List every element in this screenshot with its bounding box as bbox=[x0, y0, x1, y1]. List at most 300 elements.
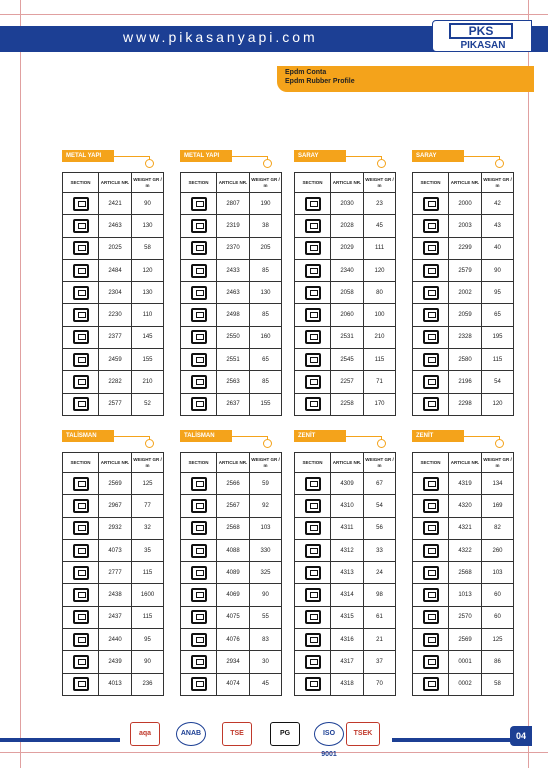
header-section: SECTION bbox=[413, 453, 449, 473]
panel-title: TALİSMAN bbox=[180, 430, 232, 442]
profile-section-icon bbox=[423, 308, 439, 322]
weight-value: 330 bbox=[250, 539, 282, 561]
table-row bbox=[181, 215, 282, 237]
weight-value: 90 bbox=[250, 584, 282, 606]
weight-value: 54 bbox=[482, 371, 514, 393]
section-drawing bbox=[413, 651, 449, 673]
profile-section-icon bbox=[73, 264, 89, 278]
section-drawing bbox=[181, 473, 217, 495]
table-row bbox=[295, 215, 396, 237]
section-drawing bbox=[295, 215, 331, 237]
profile-section-icon bbox=[73, 499, 89, 513]
table-row bbox=[295, 304, 396, 326]
article-number: 2545 bbox=[331, 349, 364, 371]
table-row bbox=[63, 237, 164, 259]
profile-section-icon bbox=[73, 633, 89, 647]
weight-value: 86 bbox=[482, 651, 514, 673]
section-drawing bbox=[295, 259, 331, 281]
article-number: 2000 bbox=[449, 193, 482, 215]
certification-logo: TSEK bbox=[346, 722, 380, 746]
table-row bbox=[181, 259, 282, 281]
section-drawing bbox=[413, 326, 449, 348]
weight-value: 52 bbox=[132, 393, 164, 415]
profile-section-icon bbox=[305, 477, 321, 491]
table-row bbox=[413, 539, 514, 561]
article-number: 2484 bbox=[99, 259, 132, 281]
article-number: 2807 bbox=[217, 193, 250, 215]
section-drawing bbox=[63, 215, 99, 237]
table-row bbox=[181, 473, 282, 495]
header-section: SECTION bbox=[63, 173, 99, 193]
table-row bbox=[413, 215, 514, 237]
table-row bbox=[63, 326, 164, 348]
section-drawing bbox=[413, 606, 449, 628]
profile-table bbox=[180, 172, 282, 416]
header-weight: WEIGHT GR / m bbox=[482, 173, 514, 193]
table-row bbox=[413, 349, 514, 371]
article-number: 2030 bbox=[331, 193, 364, 215]
certification-logo: TSE bbox=[222, 722, 252, 746]
weight-value: 58 bbox=[132, 237, 164, 259]
weight-value: 325 bbox=[250, 562, 282, 584]
profile-section-icon bbox=[73, 241, 89, 255]
section-drawing bbox=[181, 326, 217, 348]
subtitle-line-2: Epdm Rubber Profile bbox=[285, 78, 355, 85]
weight-value: 70 bbox=[364, 673, 396, 695]
profile-table bbox=[180, 452, 282, 696]
header-weight: WEIGHT GR / m bbox=[250, 173, 282, 193]
article-number: 4318 bbox=[331, 673, 364, 695]
panel-dot-icon bbox=[145, 439, 154, 448]
section-drawing bbox=[413, 629, 449, 651]
table-row bbox=[295, 495, 396, 517]
table-row bbox=[63, 629, 164, 651]
article-number: 4073 bbox=[99, 539, 132, 561]
profile-section-icon bbox=[423, 477, 439, 491]
section-drawing bbox=[413, 237, 449, 259]
logo-mark-icon: PKS bbox=[449, 23, 513, 39]
article-number: 4076 bbox=[217, 629, 250, 651]
section-drawing bbox=[63, 584, 99, 606]
profile-section-icon bbox=[73, 544, 89, 558]
profile-section-icon bbox=[191, 521, 207, 535]
table-row bbox=[181, 606, 282, 628]
profile-section-icon bbox=[73, 521, 89, 535]
table-row bbox=[63, 606, 164, 628]
weight-value: 125 bbox=[482, 629, 514, 651]
article-number: 2059 bbox=[449, 304, 482, 326]
article-number: 2463 bbox=[217, 282, 250, 304]
section-drawing bbox=[181, 371, 217, 393]
table-row bbox=[181, 304, 282, 326]
profile-section-icon bbox=[305, 375, 321, 389]
section-drawing bbox=[181, 259, 217, 281]
section-drawing bbox=[63, 517, 99, 539]
header-article: ARTICLE NR. bbox=[217, 173, 250, 193]
header-article: ARTICLE NR. bbox=[449, 173, 482, 193]
panel-title: METAL YAPI bbox=[180, 150, 232, 162]
weight-value: 100 bbox=[364, 304, 396, 326]
profile-section-icon bbox=[305, 677, 321, 691]
weight-value: 59 bbox=[250, 473, 282, 495]
logo-text: PIKASAN bbox=[460, 40, 506, 51]
profile-section-icon bbox=[191, 375, 207, 389]
section-drawing bbox=[295, 651, 331, 673]
article-number: 4315 bbox=[331, 606, 364, 628]
weight-value: 85 bbox=[250, 371, 282, 393]
weight-value: 65 bbox=[250, 349, 282, 371]
table-row bbox=[413, 304, 514, 326]
table-row bbox=[295, 259, 396, 281]
table-row bbox=[295, 606, 396, 628]
section-drawing bbox=[413, 517, 449, 539]
profile-section-icon bbox=[191, 610, 207, 624]
table-row bbox=[295, 282, 396, 304]
weight-value: 90 bbox=[132, 651, 164, 673]
profile-section-icon bbox=[191, 330, 207, 344]
table-row bbox=[295, 326, 396, 348]
table-row bbox=[63, 304, 164, 326]
section-drawing bbox=[295, 304, 331, 326]
panel-dot-icon bbox=[495, 159, 504, 168]
section-drawing bbox=[181, 215, 217, 237]
article-number: 2568 bbox=[217, 517, 250, 539]
article-number: 2304 bbox=[99, 282, 132, 304]
section-drawing bbox=[295, 326, 331, 348]
profile-section-icon bbox=[423, 264, 439, 278]
footer-line-left bbox=[0, 738, 120, 742]
table-row bbox=[413, 606, 514, 628]
section-drawing bbox=[63, 326, 99, 348]
profile-section-icon bbox=[423, 353, 439, 367]
table-row bbox=[181, 651, 282, 673]
article-number: 2579 bbox=[449, 259, 482, 281]
article-number: 2498 bbox=[217, 304, 250, 326]
table-row bbox=[295, 562, 396, 584]
weight-value: 1600 bbox=[132, 584, 164, 606]
margin-guide-bottom bbox=[0, 752, 548, 753]
profile-table bbox=[294, 172, 396, 416]
article-number: 4319 bbox=[449, 473, 482, 495]
profile-section-icon bbox=[191, 499, 207, 513]
article-number: 2319 bbox=[217, 215, 250, 237]
table-row bbox=[63, 673, 164, 695]
section-drawing bbox=[181, 606, 217, 628]
weight-value: 130 bbox=[132, 282, 164, 304]
section-drawing bbox=[295, 349, 331, 371]
profile-section-icon bbox=[305, 544, 321, 558]
header-weight: WEIGHT GR / m bbox=[364, 453, 396, 473]
section-drawing bbox=[295, 393, 331, 415]
article-number: 4312 bbox=[331, 539, 364, 561]
profile-section-icon bbox=[73, 610, 89, 624]
profile-table bbox=[294, 452, 396, 696]
section-drawing bbox=[63, 193, 99, 215]
weight-value: 98 bbox=[364, 584, 396, 606]
subtitle-line-1: Epdm Conta bbox=[285, 69, 327, 76]
table-row bbox=[63, 584, 164, 606]
section-drawing bbox=[181, 517, 217, 539]
panel-dot-icon bbox=[145, 159, 154, 168]
table-row bbox=[295, 393, 396, 415]
section-drawing bbox=[295, 584, 331, 606]
table-row bbox=[413, 259, 514, 281]
table-row bbox=[181, 584, 282, 606]
weight-value: 155 bbox=[132, 349, 164, 371]
table-row bbox=[413, 629, 514, 651]
header-section: SECTION bbox=[413, 173, 449, 193]
section-drawing bbox=[413, 584, 449, 606]
profile-section-icon bbox=[423, 397, 439, 411]
profile-section-icon bbox=[191, 308, 207, 322]
profile-section-icon bbox=[305, 219, 321, 233]
profile-section-icon bbox=[423, 521, 439, 535]
article-number: 2421 bbox=[99, 193, 132, 215]
weight-value: 56 bbox=[364, 517, 396, 539]
website-url[interactable]: www.pikasanyapi.com bbox=[123, 29, 318, 45]
weight-value: 43 bbox=[482, 215, 514, 237]
table-row bbox=[295, 673, 396, 695]
article-number: 2058 bbox=[331, 282, 364, 304]
header-section: SECTION bbox=[295, 453, 331, 473]
section-drawing bbox=[295, 539, 331, 561]
profile-section-icon bbox=[191, 286, 207, 300]
section-drawing bbox=[181, 673, 217, 695]
profile-section-icon bbox=[191, 677, 207, 691]
article-number: 0001 bbox=[449, 651, 482, 673]
table-row bbox=[63, 473, 164, 495]
profile-section-icon bbox=[73, 566, 89, 580]
profile-section-icon bbox=[305, 566, 321, 580]
article-number: 2577 bbox=[99, 393, 132, 415]
profile-section-icon bbox=[423, 655, 439, 669]
profile-section-icon bbox=[191, 566, 207, 580]
profile-table bbox=[412, 172, 514, 416]
article-number: 2569 bbox=[99, 473, 132, 495]
profile-section-icon bbox=[73, 308, 89, 322]
section-drawing bbox=[413, 673, 449, 695]
profile-table bbox=[62, 172, 164, 416]
weight-value: 92 bbox=[250, 495, 282, 517]
weight-value: 145 bbox=[132, 326, 164, 348]
table-row bbox=[63, 282, 164, 304]
table-row bbox=[413, 584, 514, 606]
article-number: 4320 bbox=[449, 495, 482, 517]
article-number: 4314 bbox=[331, 584, 364, 606]
weight-value: 130 bbox=[250, 282, 282, 304]
weight-value: 115 bbox=[482, 349, 514, 371]
table-row bbox=[413, 495, 514, 517]
weight-value: 236 bbox=[132, 673, 164, 695]
table-row bbox=[181, 326, 282, 348]
weight-value: 80 bbox=[364, 282, 396, 304]
profile-section-icon bbox=[73, 330, 89, 344]
weight-value: 95 bbox=[482, 282, 514, 304]
article-number: 2439 bbox=[99, 651, 132, 673]
header-section: SECTION bbox=[295, 173, 331, 193]
section-drawing bbox=[295, 237, 331, 259]
table-row bbox=[295, 584, 396, 606]
weight-value: 32 bbox=[132, 517, 164, 539]
profile-section-icon bbox=[305, 499, 321, 513]
article-number: 2570 bbox=[449, 606, 482, 628]
article-number: 2459 bbox=[99, 349, 132, 371]
section-drawing bbox=[295, 473, 331, 495]
table-row bbox=[181, 349, 282, 371]
article-number: 4069 bbox=[217, 584, 250, 606]
section-drawing bbox=[63, 259, 99, 281]
section-drawing bbox=[295, 629, 331, 651]
article-number: 2370 bbox=[217, 237, 250, 259]
weight-value: 170 bbox=[364, 393, 396, 415]
weight-value: 85 bbox=[250, 259, 282, 281]
section-drawing bbox=[63, 651, 99, 673]
section-drawing bbox=[63, 282, 99, 304]
section-drawing bbox=[63, 473, 99, 495]
header-article: ARTICLE NR. bbox=[331, 453, 364, 473]
profile-section-icon bbox=[305, 397, 321, 411]
panel-dot-icon bbox=[495, 439, 504, 448]
margin-guide-top bbox=[0, 14, 548, 15]
profile-section-icon bbox=[73, 375, 89, 389]
profile-section-icon bbox=[73, 477, 89, 491]
weight-value: 35 bbox=[132, 539, 164, 561]
panel-title: METAL YAPI bbox=[62, 150, 114, 162]
weight-value: 83 bbox=[250, 629, 282, 651]
weight-value: 90 bbox=[482, 259, 514, 281]
margin-guide-right bbox=[528, 0, 529, 768]
table-row bbox=[295, 651, 396, 673]
weight-value: 115 bbox=[132, 562, 164, 584]
article-number: 4309 bbox=[331, 473, 364, 495]
weight-value: 55 bbox=[250, 606, 282, 628]
weight-value: 155 bbox=[250, 393, 282, 415]
table-row bbox=[295, 629, 396, 651]
profile-section-icon bbox=[191, 197, 207, 211]
profile-section-icon bbox=[305, 264, 321, 278]
table-row bbox=[63, 495, 164, 517]
article-number: 2569 bbox=[449, 629, 482, 651]
header-weight: WEIGHT GR / m bbox=[482, 453, 514, 473]
section-drawing bbox=[413, 562, 449, 584]
section-drawing bbox=[295, 371, 331, 393]
header-weight: WEIGHT GR / m bbox=[132, 453, 164, 473]
profile-section-icon bbox=[73, 588, 89, 602]
weight-value: 71 bbox=[364, 371, 396, 393]
table-row bbox=[181, 193, 282, 215]
article-number: 2934 bbox=[217, 651, 250, 673]
weight-value: 169 bbox=[482, 495, 514, 517]
article-number: 2463 bbox=[99, 215, 132, 237]
table-row bbox=[63, 651, 164, 673]
profile-section-icon bbox=[73, 397, 89, 411]
article-number: 4088 bbox=[217, 539, 250, 561]
table-row bbox=[181, 237, 282, 259]
table-row bbox=[413, 473, 514, 495]
weight-value: 110 bbox=[132, 304, 164, 326]
weight-value: 210 bbox=[132, 371, 164, 393]
profile-section-icon bbox=[423, 499, 439, 513]
section-drawing bbox=[181, 539, 217, 561]
profile-section-icon bbox=[305, 588, 321, 602]
header-weight: WEIGHT GR / m bbox=[132, 173, 164, 193]
profile-section-icon bbox=[191, 588, 207, 602]
article-number: 4075 bbox=[217, 606, 250, 628]
weight-value: 260 bbox=[482, 539, 514, 561]
weight-value: 33 bbox=[364, 539, 396, 561]
section-drawing bbox=[413, 259, 449, 281]
article-number: 2257 bbox=[331, 371, 364, 393]
table-row bbox=[63, 562, 164, 584]
certification-logo: ANAB bbox=[176, 722, 206, 746]
weight-value: 40 bbox=[482, 237, 514, 259]
section-drawing bbox=[63, 393, 99, 415]
section-drawing bbox=[295, 606, 331, 628]
weight-value: 82 bbox=[482, 517, 514, 539]
article-number: 4074 bbox=[217, 673, 250, 695]
section-drawing bbox=[413, 393, 449, 415]
table-row bbox=[181, 495, 282, 517]
table-row bbox=[413, 326, 514, 348]
section-drawing bbox=[413, 215, 449, 237]
profile-section-icon bbox=[423, 610, 439, 624]
article-number: 2258 bbox=[331, 393, 364, 415]
header-weight: WEIGHT GR / m bbox=[250, 453, 282, 473]
table-row bbox=[413, 237, 514, 259]
article-number: 2568 bbox=[449, 562, 482, 584]
weight-value: 103 bbox=[482, 562, 514, 584]
panel-dot-icon bbox=[263, 439, 272, 448]
profile-section-icon bbox=[305, 655, 321, 669]
table-row bbox=[413, 673, 514, 695]
weight-value: 210 bbox=[364, 326, 396, 348]
table-row bbox=[413, 562, 514, 584]
section-drawing bbox=[63, 629, 99, 651]
article-number: 2282 bbox=[99, 371, 132, 393]
profile-section-icon bbox=[73, 197, 89, 211]
table-row bbox=[295, 539, 396, 561]
table-row bbox=[413, 371, 514, 393]
weight-value: 190 bbox=[250, 193, 282, 215]
section-drawing bbox=[413, 193, 449, 215]
table-row bbox=[63, 393, 164, 415]
table-row bbox=[413, 393, 514, 415]
article-number: 2551 bbox=[217, 349, 250, 371]
profile-section-icon bbox=[423, 241, 439, 255]
weight-value: 21 bbox=[364, 629, 396, 651]
article-number: 2060 bbox=[331, 304, 364, 326]
company-logo bbox=[432, 20, 532, 52]
section-drawing bbox=[63, 237, 99, 259]
weight-value: 54 bbox=[364, 495, 396, 517]
table-row bbox=[63, 193, 164, 215]
section-drawing bbox=[181, 237, 217, 259]
weight-value: 130 bbox=[132, 215, 164, 237]
table-row bbox=[295, 371, 396, 393]
certification-logo: aqa bbox=[130, 722, 160, 746]
article-number: 2438 bbox=[99, 584, 132, 606]
profile-section-icon bbox=[305, 610, 321, 624]
table-row bbox=[413, 282, 514, 304]
section-drawing bbox=[63, 673, 99, 695]
header-section: SECTION bbox=[181, 173, 217, 193]
certification-logo: ISO 9001 bbox=[314, 722, 344, 746]
table-row bbox=[413, 193, 514, 215]
section-drawing bbox=[181, 304, 217, 326]
article-number: 2531 bbox=[331, 326, 364, 348]
weight-value: 95 bbox=[132, 629, 164, 651]
footer-line-right bbox=[392, 738, 510, 742]
